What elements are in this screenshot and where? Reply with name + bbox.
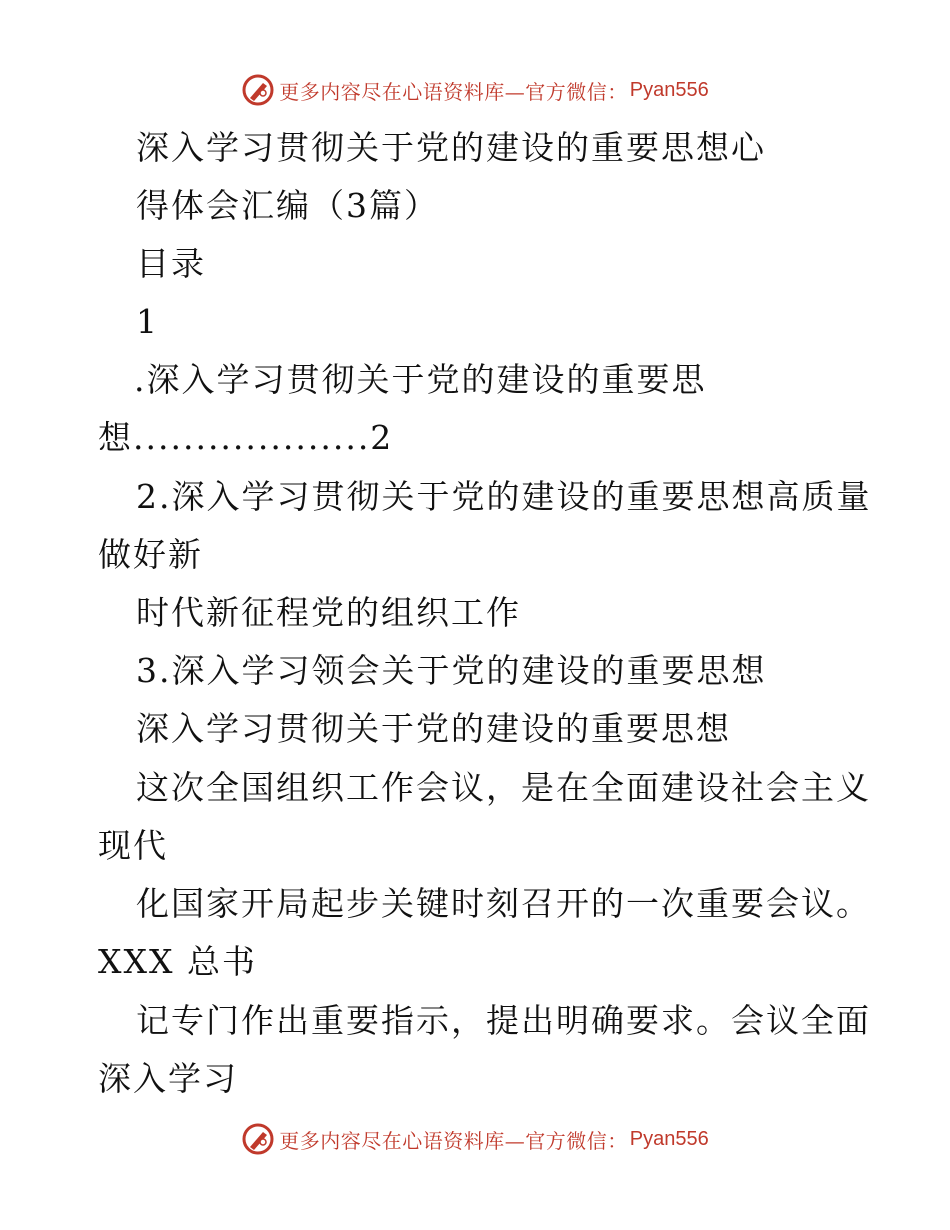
- toc-item-1: .深入学习贯彻关于党的建设的重要思: [134, 360, 707, 399]
- body-line-4: XXX 总书: [98, 942, 257, 981]
- watermark-text: 更多内容尽在心语资料库—官方微信：: [279, 1128, 628, 1153]
- toc-item-2-cont2: 时代新征程党的组织工作: [136, 593, 521, 632]
- body-line-2: 现代: [98, 826, 168, 865]
- body-line-6: 深入学习: [98, 1059, 238, 1098]
- toc-item-1-leader: 想...................2: [98, 418, 394, 457]
- watermark-wechat-id: Pyan556: [629, 78, 709, 101]
- watermark-footer: [0, 1119, 950, 1159]
- pen-logo-icon: [241, 73, 275, 107]
- doc-title-line-2: 得体会汇编（3篇）: [136, 186, 439, 225]
- toc-number-1: 1: [136, 302, 159, 341]
- toc-heading: 目录: [136, 244, 206, 283]
- body-line-3: 化国家开局起步关键时刻召开的一次重要会议。: [136, 884, 871, 923]
- toc-item-3: 3.深入学习领会关于党的建设的重要思想: [136, 651, 767, 690]
- toc-item-2: 2.深入学习贯彻关于党的建设的重要思想高质量: [136, 477, 872, 516]
- section-heading-1: 深入学习贯彻关于党的建设的重要思想: [136, 709, 731, 748]
- watermark-header: [0, 70, 950, 110]
- body-line-5: 记专门作出重要指示，提出明确要求。会议全面: [136, 1001, 871, 1040]
- pen-logo-icon: [241, 1122, 275, 1156]
- toc-item-2-cont: 做好新: [98, 535, 203, 574]
- watermark-wechat-id: Pyan556: [629, 1127, 709, 1150]
- watermark-text: 更多内容尽在心语资料库—官方微信：: [279, 79, 628, 104]
- doc-title-line-1: 深入学习贯彻关于党的建设的重要思想心: [136, 128, 766, 167]
- body-line-1: 这次全国组织工作会议，是在全面建设社会主义: [136, 768, 871, 807]
